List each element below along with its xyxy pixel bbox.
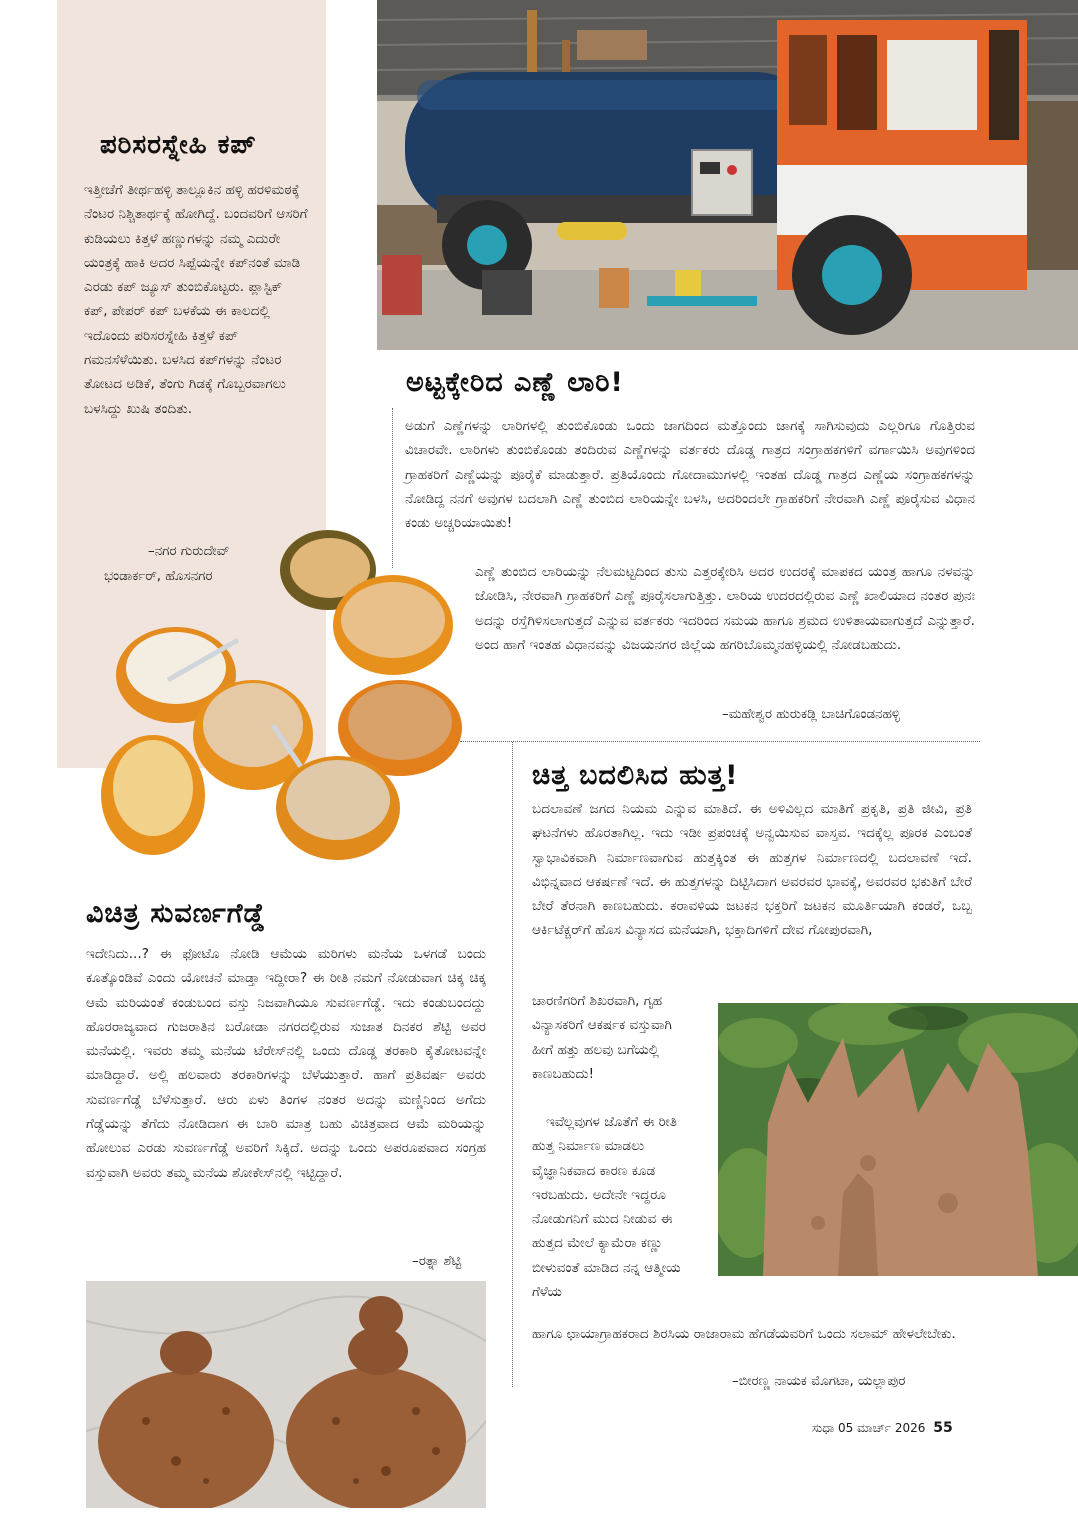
section-divider: [460, 741, 980, 742]
oil-lorry-title: ಅಟ್ಟಕ್ಕೇರಿದ ಎಣ್ಣೆ ಲಾರಿ!: [406, 367, 624, 398]
folio: [812, 1418, 953, 1438]
column-divider: [512, 742, 513, 1387]
yam-byline: –ರತ್ನಾ ಶೆಟ್ಟಿ: [412, 1254, 462, 1269]
oil-lorry-para-2: ಎಣ್ಣೆ ತುಂಬಿದ ಲಾರಿಯನ್ನು ನೆಲಮಟ್ಟದಿಂದ ತುಸು ಎತ್ತರಕ್ಕೇರಿಸಿ ಅದರ ಉದರಕ್ಕೆ ಮಾಪಕದ ಯಂತ್ರ ಹಾಗೂ ನಳವನ್ನು ಜೋಡಿಸಿ, ನೇರವಾಗಿ ಗ್ರಾಹಕರಿಗೆ ಎಣ್ಣೆ ಪೂರೈಸಲಾಗುತ್ತಿತ್ತು. ಲಾರಿಯ ಉದರದಲ್ಲಿರುವ ಎಣ್ಣೆ ಖಾಲಿಯಾದ ನಂತರ ಪುನಃ ಅದನ್ನು ರಸ್ತೆಗಿಳಿಸಲಾಗುತ್ತದೆ ಎನ್ನುವ ವರ್ತಕರು ಇದರಿಂದ ಸಮಯ ಹಾಗೂ ಶ್ರಮದ ಉಳಿತಾಯವಾಗುತ್ತದೆ ಎನ್ನುತ್ತಾರೆ. ಅಂದ ಹಾಗೆ ಇಂತಹ ವಿಧಾನವನ್ನು ವಿಜಯನಗರ ಜಿಲ್ಲೆಯ ಹಗರಿಬೊಮ್ಮನಹಳ್ಳಿಯಲ್ಲಿ ನೋಡಬಹುದು.: [475, 564, 975, 653]
anthill-intro: ಬದಲಾವಣೆ ಜಗದ ನಿಯಮ ಎನ್ನುವ ಮಾತಿದೆ. ಈ ಅಳಿವಿಲ್ಲದ ಮಾತಿಗೆ ಪ್ರಕೃತಿ, ಪ್ರತಿ ಜೀವಿ, ಪ್ರತಿ ಘಟನೆಗಳು ಹೊರತಾಗಿಲ್ಲ. ಇದು ಇಡೀ ಪ್ರಪಂಚಕ್ಕೆ ಅನ್ವಯಿಸುವ ವಾಸ್ತವ. ಇದಕ್ಕೆಲ್ಲ ಪೂರಕ ಎಂಬಂತೆ ಸ್ವಾಭಾವಿಕವಾಗಿ ನಿರ್ಮಾಣವಾಗುವ ಹುತ್ತಕ್ಕಿಂತ ಈ ಹುತ್ತಗಳ ನಿರ್ಮಾಣದಲ್ಲಿ ಬದಲಾವಣೆ ಇದೆ. ವಿಭಿನ್ನವಾದ ಆಕರ್ಷಣೆ ಇದೆ. ಈ ಹುತ್ತಗಳನ್ನು ದಿಟ್ಟಿಸಿದಾಗ ಅವರವರ ಭಾವಕ್ಕೆ, ಅವರವರ ಭಕುತಿಗೆ ಬೇರೆ ಬೇರೆ ತೆರನಾಗಿ ಕಾಣಬಹುದು. ಕರಾವಳಿಯ ಜಟಕನ ಭಕ್ತರಿಗೆ ಜಟಕನ ಮೂರ್ತಿಯಾಗಿ ಕಂಡರೆ, ಒಬ್ಬ ಆರ್ಕಿಟೆಕ್ಚರ್‌ಗೆ ಹೊಸ ವಿನ್ಯಾಸದ ಮನೆಯಾಗಿ, ಭಕ್ತಾದಿಗಳಿಗೆ ದೇವ ಗೋಪುರವಾಗಿ,: [532, 801, 972, 939]
oil-lorry-para-1: ಅಡುಗೆ ಎಣ್ಣೆಗಳನ್ನು ಲಾರಿಗಳಲ್ಲಿ ತುಂಬಿಕೊಂಡು ಒಂದು ಜಾಗದಿಂದ ಮತ್ತೊಂದು ಜಾಗಕ್ಕೆ ಸಾಗಿಸುವುದು ಎಲ್ಲರಿಗೂ ಗೊತ್ತಿರುವ ವಿಚಾರವೇ. ಲಾರಿಗಳು ತುಂಬಿಕೊಂಡು ತಂದಿರುವ ಎಣ್ಣೆಗಳನ್ನು ವರ್ತಕರು ದೊಡ್ಡ ಗಾತ್ರದ ಸಂಗ್ರಾಹಕಗಳಿಗೆ ವರ್ಗಾಯಿಸಿ ಅವುಗಳಿಂದ ಗ್ರಾಹಕರಿಗೆ ಎಣ್ಣೆಯನ್ನು ಪೂರೈಕೆ ಮಾಡುತ್ತಾರೆ. ಪ್ರತಿಯೊಂದು ಗೋದಾಮುಗಳಲ್ಲಿ ಇಂತಹ ದೊಡ್ಡ ಗಾತ್ರದ ಎಣ್ಣೆಯ ಸಂಗ್ರಾಹಕಗಳನ್ನು ನೋಡಿದ್ದ ನನಗೆ ಅವುಗಳ ಬದಲಾಗಿ ಎಣ್ಣೆ ತುಂಬಿದ ಲಾರಿಯನ್ನೇ ಬಳಸಿ, ಅದರಿಂದಲೇ ಗ್ರಾಹಕರಿಗೆ ನೇರವಾಗಿ ಎಣ್ಣೆ ಪೂರೈಸುವ ವಿಧಾನ ಕಂಡು ಅಚ್ಚರಿಯಾಯಿತು!: [405, 418, 975, 532]
lorry-photo: [377, 0, 1078, 350]
anthill-photo: [718, 1003, 1078, 1276]
oil-lorry-byline: –ಮಹೇಶ್ವರ ಹುರುಕಡ್ಲಿ ಬಾಚಿಗೊಂಡನಹಳ್ಳಿ: [722, 707, 900, 722]
eco-cup-body: ಇತ್ತೀಚೆಗೆ ತೀರ್ಥಹಳ್ಳಿ ತಾಲ್ಲೂಕಿನ ಹಳ್ಳಿ ಹರಳಿಮಠಕ್ಕೆ ನೆಂಟರ ನಿಶ್ಚಿತಾರ್ಥಕ್ಕೆ ಹೋಗಿದ್ದೆ. ಬಂದವರಿಗೆ ಆಸರಿಗೆ ಕುಡಿಯಲು ಕಿತ್ತಳೆ ಹಣ್ಣುಗಳನ್ನು ನಮ್ಮ ಎದುರೇ ಯಂತ್ರಕ್ಕೆ ಹಾಕಿ ಅದರ ಸಿಪ್ಪೆಯನ್ನೇ ಕಪ್‌ನಂತೆ ಮಾಡಿ ಎರಡು ಕಪ್ ಜ್ಯೂಸ್ ತುಂಬಿಕೊಟ್ಟರು. ಪ್ಲಾಸ್ಟಿಕ್ ಕಪ್, ಪೇಪರ್ ಕಪ್ ಬಳಕೆಯ ಈ ಕಾಲದಲ್ಲಿ ಇದೊಂದು ಪರಿಸರಸ್ನೇಹಿ ಕಿತ್ತಳೆ ಕಪ್ ಗಮನಸೆಳೆಯಿತು. ಬಳಸಿದ ಕಪ್‌ಗಳನ್ನು ನೆಂಟರ ತೋಟದ ಅಡಿಕೆ, ತೆಂಗು ಗಿಡಕ್ಕೆ ಗೊಬ್ಬರವಾಗಲು ಬಳಸಿದ್ದು ಖುಷಿ ತಂದಿತು.: [84, 182, 308, 417]
orange-cups-photo: [98, 530, 463, 890]
anthill-byline: –ಬೀರಣ್ಣ ನಾಯಕ ಮೊಗಟಾ, ಯಲ್ಲಾಪುರ: [732, 1374, 906, 1389]
yam-photo: [86, 1281, 486, 1508]
eco-cup-byline-place: ಭಂಡಾರ್ಕರ್, ಹೊಸನಗರ: [104, 569, 213, 584]
yam-body: ಇದೇನಿದು...? ಈ ಫೋಟೊ ನೋಡಿ ಆಮೆಯ ಮರಿಗಳು ಮನೆಯ ಒಳಗಡೆ ಬಂದು ಕೂತ್ಕೊಂಡಿವೆ ಎಂದು ಯೋಚನೆ ಮಾಡ್ತಾ ಇದ್ದೀರಾ? ಈ ರೀತಿ ನಮಗೆ ನೋಡುವಾಗ ಚಿಕ್ಕ ಚಿಕ್ಕ ಆಮೆ ಮರಿಯಂತೆ ಕಂಡುಬಂದ ವಸ್ತು ನಿಜವಾಗಿಯೂ ಸುವರ್ಣಗೆಡ್ಡೆ. ಇದು ಕಂಡುಬಂದದ್ದು ಹೊರರಾಜ್ಯವಾದ ಗುಜರಾತಿನ ಬರೋಡಾ ನಗರದಲ್ಲಿರುವ ಸುಜಾತ ದಿನಕರ ಶೆಟ್ಟಿ ಅವರ ಮನೆಯಲ್ಲಿ. ಇವರು ತಮ್ಮ ಮನೆಯ ಟೆರೇಸ್‌ನಲ್ಲಿ ಒಂದು ದೊಡ್ಡ ತರಕಾರಿ ಕೈತೋಟವನ್ನೇ ಮಾಡಿದ್ದಾರೆ. ಅಲ್ಲಿ ಹಲವಾರು ತರಕಾರಿಗಳನ್ನು ಬೆಳೆಯುತ್ತಾರೆ. ಹಾಗೆ ಪ್ರತಿವರ್ಷ ಅವರು ಸುವರ್ಣಗೆಡ್ಡೆ ಬೆಳೆಸುತ್ತಾರೆ. ಆರು ಏಳು ತಿಂಗಳ ನಂತರ ಅದನ್ನು ಮಣ್ಣಿನಿಂದ ಅಗೆದು ಗೆಡ್ಡೆಯನ್ನು ತೆಗೆದು ನೋಡಿದಾಗ ಈ ಬಾರಿ ಮಾತ್ರ ಬಹು ವಿಚಿತ್ರವಾದ ಆಮೆ ಮರಿಯನ್ನು ಹೋಲುವ ಎರಡು ಸುವರ್ಣಗೆಡ್ಡೆ ಅವರಿಗೆ ಸಿಕ್ಕಿದೆ. ಅದನ್ನು ಒಂದು ಅಪರೂಪವಾದ ಸಂಗ್ರಹ ವಸ್ತುವಾಗಿ ಅವರು ತಮ್ಮ ಮನೆಯ ಶೋಕೇಸ್‌ನಲ್ಲಿ ಇಟ್ಟಿದ್ದಾರೆ.: [86, 946, 486, 1181]
page-number: 55: [933, 1420, 953, 1436]
eco-cup-title: ಪರಿಸರಸ್ನೇಹಿ ಕಪ್: [100, 130, 257, 160]
column-divider: [392, 408, 393, 568]
anthill-ending: ಹಾಗೂ ಛಾಯಾಗ್ರಾಹಕರಾದ ಶಿರಸಿಯ ರಾಜಾರಾಮ ಹೆಗಡೆಯವರಿಗೆ ಒಂದು ಸಲಾಮ್ ಹೇಳಲೇಬೇಕು.: [532, 1326, 956, 1342]
yam-title: ವಿಚಿತ್ರ ಸುವರ್ಣಗೆಡ್ಡೆ: [86, 898, 266, 929]
folio-publication: ಸುಧಾ 05 ಮಾರ್ಚ್ 2026: [812, 1421, 926, 1435]
eco-cup-byline-name: –ನಗರ ಗುರುದೇವ್: [148, 544, 230, 559]
anthill-title: ಚಿತ್ತ ಬದಲಿಸಿದ ಹುತ್ತ!: [532, 760, 739, 791]
anthill-narrow-para-2: ಇವೆಲ್ಲವುಗಳ ಜೊತೆಗೆ ಈ ರೀತಿ ಹುತ್ತ ನಿರ್ಮಾಣ ಮಾಡಲು ವೈಜ್ಞಾನಿಕವಾದ ಕಾರಣ ಕೂಡ ಇರಬಹುದು. ಅದೇನೇ ಇದ್ದರೂ ನೋಡುಗನಿಗೆ ಮುದ ನೀಡುವ ಈ ಹುತ್ತದ ಮೇಲೆ ಕ್ಯಾಮೆರಾ ಕಣ್ಣು ಬೀಳುವಂತೆ ಮಾಡಿದ ನನ್ನ ಆತ್ಮೀಯ ಗೆಳೆಯ: [532, 1114, 681, 1301]
anthill-narrow-para-1: ಚಾರಣಿಗರಿಗೆ ಶಿಖರವಾಗಿ, ಗೃಹ ವಿನ್ಯಾಸಕರಿಗೆ ಆಕರ್ಷಕ ವಸ್ತುವಾಗಿ ಹೀಗೆ ಹತ್ತು ಹಲವು ಬಗೆಯಲ್ಲಿ ಕಾಣಬಹುದು!: [532, 993, 672, 1082]
